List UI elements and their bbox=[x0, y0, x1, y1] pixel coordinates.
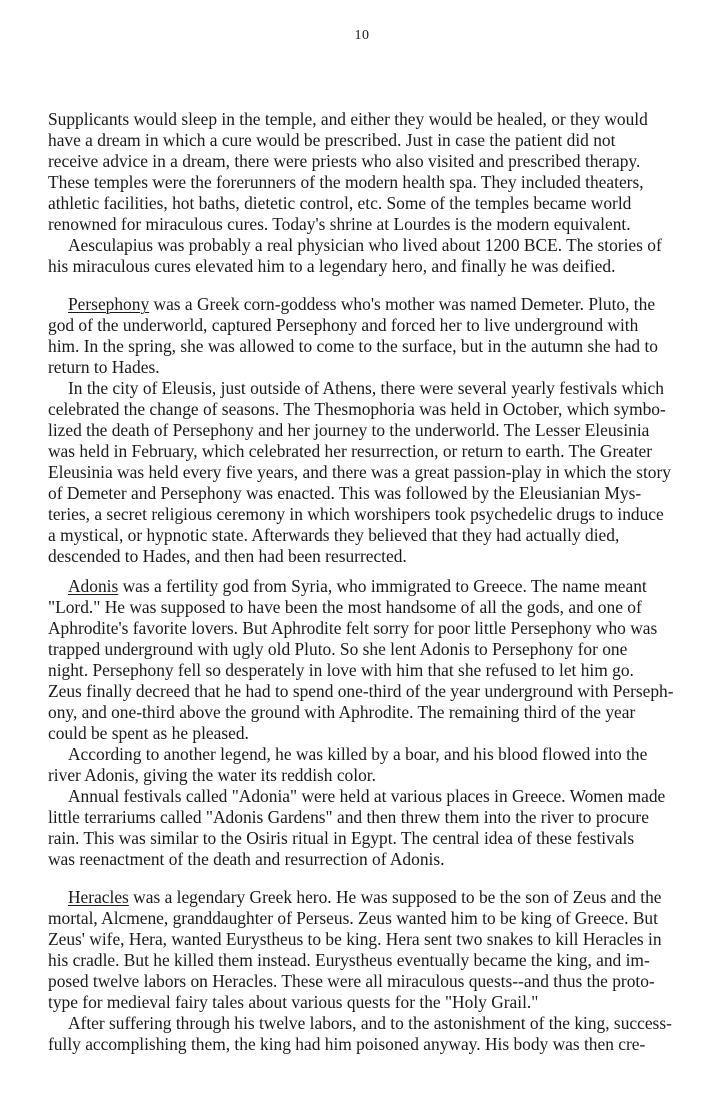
page-number: 10 bbox=[354, 28, 370, 43]
heading-adonis: Adonis bbox=[68, 576, 119, 596]
text-line: trapped underground with ugly old Pluto. So she lent Adonis to Persephony for one bbox=[48, 639, 628, 659]
text-line-content: According to another legend, he was killed by a boar, and his blood flowed into the bbox=[68, 744, 648, 764]
text-line: his miraculous cures elevated him to a legendary hero, and finally he was deified. bbox=[48, 256, 616, 276]
heading-persephony: Persephony bbox=[68, 294, 150, 314]
text-line: night. Persephony fell so desperately in love with him that she refused to let him go. bbox=[48, 660, 634, 680]
text-line: "Lord." He was supposed to have been the most handsome of all the gods, and one of bbox=[48, 597, 642, 617]
text-line: river Adonis, giving the water its reddish color. bbox=[48, 765, 376, 785]
text-line: athletic facilities, hot baths, dietetic control, etc. Some of the temples became world bbox=[48, 193, 632, 213]
text-line: descended to Hades, and then had been resurrected. bbox=[48, 546, 407, 566]
paragraph-temples bbox=[48, 109, 688, 277]
text-line: have a dream in which a cure would be prescribed. Just in case the patient did not bbox=[48, 130, 616, 150]
text-line: type for medieval fairy tales about various quests for the "Holy Grail." bbox=[48, 992, 539, 1012]
text-line-content: was a Greek corn-goddess who's mother was named Demeter. Pluto, the bbox=[149, 294, 656, 314]
text-line: was reenactment of the death and resurrection of Adonis. bbox=[48, 849, 445, 869]
text-line bbox=[48, 378, 688, 399]
text-line-content: Aesculapius was probably a real physician who lived about 1200 BCE. The stories of bbox=[68, 235, 662, 255]
text-line bbox=[48, 576, 688, 597]
text-line-content: was a fertility god from Syria, who immigrated to Greece. The name meant bbox=[118, 576, 647, 596]
text-line: Zeus finally decreed that he had to spend one-third of the year underground with Perseph- bbox=[48, 681, 674, 701]
text-line-content: After suffering through his twelve labors, and to the astonishment of the king, success- bbox=[68, 1013, 672, 1033]
text-line: posed twelve labors on Heracles. These were all miraculous quests--and thus the proto- bbox=[48, 971, 655, 991]
text-line: celebrated the change of seasons. The Thesmophoria was held in October, which symbo- bbox=[48, 399, 666, 419]
text-line: was held in February, which celebrated her resurrection, or return to earth. The Greater bbox=[48, 441, 653, 461]
paragraph-persephony bbox=[48, 294, 688, 567]
text-line bbox=[48, 235, 688, 256]
text-line bbox=[48, 294, 688, 315]
text-line: receive advice in a dream, there were priests who also visited and prescribed therapy. bbox=[48, 151, 641, 171]
text-line: could be spent as he pleased. bbox=[48, 723, 249, 743]
text-line: ony, and one-third above the ground with Aphrodite. The remaining third of the year bbox=[48, 702, 636, 722]
text-line: teries, a secret religious ceremony in which worshipers took psychedelic drugs to induce bbox=[48, 504, 664, 524]
heading-heracles: Heracles bbox=[68, 887, 129, 907]
paragraph-adonis bbox=[48, 576, 688, 870]
text-line: his cradle. But he killed them instead. Eurystheus eventually became the king, and im- bbox=[48, 950, 650, 970]
text-line: Supplicants would sleep in the temple, and either they would be healed, or they would bbox=[48, 109, 648, 129]
text-line: little terrariums called "Adonis Gardens" and then threw them into the river to procure bbox=[48, 807, 649, 827]
text-line: These temples were the forerunners of the modern health spa. They included theaters, bbox=[48, 172, 644, 192]
text-line: mortal, Alcmene, granddaughter of Perseus. Zeus wanted him to be king of Greece. But bbox=[48, 908, 658, 928]
text-line-content: was a legendary Greek hero. He was supposed to be the son of Zeus and the bbox=[128, 887, 662, 907]
text-line: Zeus' wife, Hera, wanted Eurystheus to be king. Hera sent two snakes to kill Heracles in bbox=[48, 929, 662, 949]
text-line bbox=[48, 887, 688, 908]
text-line: return to Hades. bbox=[48, 357, 160, 377]
text-line: lized the death of Persephony and her journey to the underworld. The Lesser Eleusinia bbox=[48, 420, 650, 440]
text-line: renowned for miraculous cures. Today's shrine at Lourdes is the modern equivalent. bbox=[48, 214, 631, 234]
text-line: Aphrodite's favorite lovers. But Aphrodite felt sorry for poor little Persephony who was bbox=[48, 618, 658, 638]
text-line-content: Annual festivals called "Adonia" were held at various places in Greece. Women made bbox=[68, 786, 666, 806]
text-line: Eleusinia was held every five years, and there was a great passion-play in which the story bbox=[48, 462, 671, 482]
text-line-content: In the city of Eleusis, just outside of Athens, there were several yearly festivals which bbox=[68, 378, 664, 398]
text-line bbox=[48, 1013, 688, 1034]
text-line bbox=[48, 786, 688, 807]
text-line bbox=[48, 744, 688, 765]
text-line: god of the underworld, captured Persephony and forced her to live underground with bbox=[48, 315, 639, 335]
text-line: a mystical, or hypnotic state. Afterwards they believed that they had actually died, bbox=[48, 525, 620, 545]
text-line: fully accomplishing them, the king had him poisoned anyway. His body was then cre- bbox=[48, 1034, 646, 1054]
text-line: rain. This was similar to the Osiris ritual in Egypt. The central idea of these festivals bbox=[48, 828, 635, 848]
paragraph-heracles bbox=[48, 887, 688, 1055]
text-line: of Demeter and Persephony was enacted. This was followed by the Eleusianian Mys- bbox=[48, 483, 642, 503]
text-line: him. In the spring, she was allowed to come to the surface, but in the autumn she had to bbox=[48, 336, 658, 356]
